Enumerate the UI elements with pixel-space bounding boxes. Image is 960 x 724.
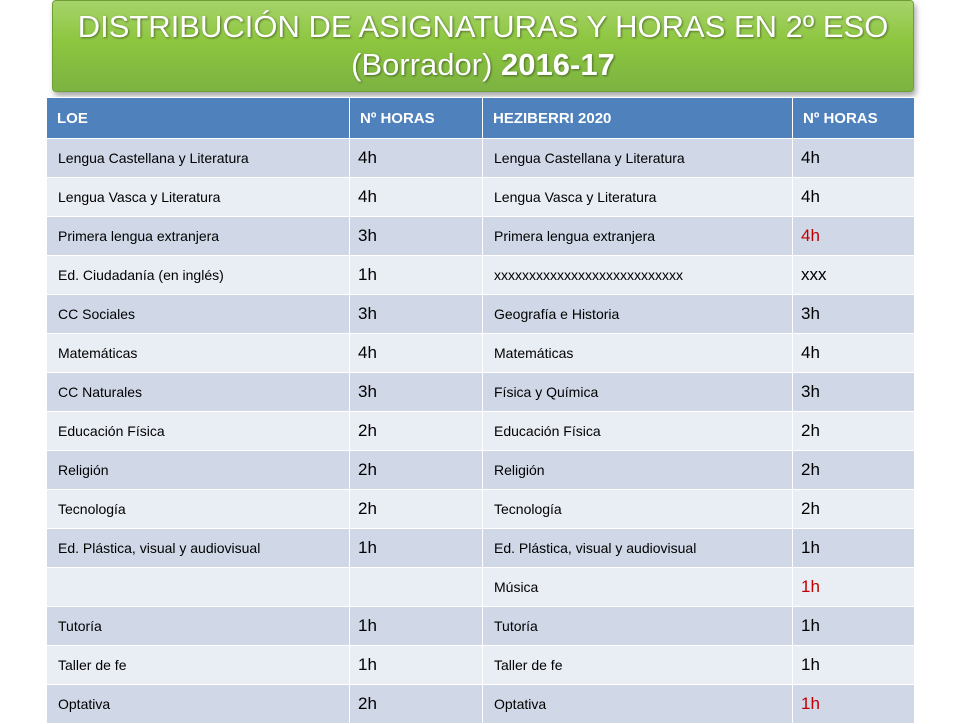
loe-subject-cell: Tutoría	[47, 607, 350, 646]
loe-hours-cell: 2h	[350, 685, 483, 724]
heziberri-hours-cell: 2h	[793, 451, 915, 490]
header-loe-hours: Nº HORAS	[350, 98, 483, 139]
table-row	[47, 334, 915, 373]
heziberri-subject-cell: Optativa	[483, 685, 793, 724]
heziberri-hours-cell: 1h	[793, 568, 915, 607]
table-row	[47, 178, 915, 217]
loe-hours-cell: 3h	[350, 373, 483, 412]
heziberri-hours-cell: 3h	[793, 373, 915, 412]
loe-subject-cell: Primera lengua extranjera	[47, 217, 350, 256]
loe-hours-cell: 2h	[350, 412, 483, 451]
table-row	[47, 295, 915, 334]
heziberri-hours-cell: 4h	[793, 178, 915, 217]
table-row	[47, 646, 915, 685]
heziberri-hours-cell: 1h	[793, 529, 915, 568]
heziberri-subject-cell: Música	[483, 568, 793, 607]
loe-subject-cell: Ed. Ciudadanía (en inglés)	[47, 256, 350, 295]
loe-hours-cell: 4h	[350, 139, 483, 178]
loe-hours-cell: 3h	[350, 217, 483, 256]
loe-subject-cell	[47, 568, 350, 607]
table-row	[47, 217, 915, 256]
heziberri-subject-cell: Tutoría	[483, 607, 793, 646]
table-row	[47, 607, 915, 646]
heziberri-subject-cell: Lengua Castellana y Literatura	[483, 139, 793, 178]
table-body	[47, 139, 915, 724]
table-row	[47, 451, 915, 490]
table-row	[47, 529, 915, 568]
heziberri-hours-cell: 2h	[793, 412, 915, 451]
heziberri-subject-cell: Ed. Plástica, visual y audiovisual	[483, 529, 793, 568]
title-line-2	[351, 46, 615, 84]
heziberri-hours-cell: xxx	[793, 256, 915, 295]
heziberri-hours-cell: 4h	[793, 217, 915, 256]
loe-hours-cell: 1h	[350, 607, 483, 646]
loe-subject-cell: Lengua Vasca y Literatura	[47, 178, 350, 217]
loe-subject-cell: Optativa	[47, 685, 350, 724]
table-row	[47, 373, 915, 412]
loe-hours-cell: 4h	[350, 334, 483, 373]
table-row	[47, 490, 915, 529]
loe-subject-cell: Tecnología	[47, 490, 350, 529]
heziberri-subject-cell: Física y Química	[483, 373, 793, 412]
slide-title	[52, 0, 914, 92]
loe-subject-cell: Lengua Castellana y Literatura	[47, 139, 350, 178]
heziberri-subject-cell: Lengua Vasca y Literatura	[483, 178, 793, 217]
table-header-row	[47, 98, 915, 139]
loe-hours-cell: 3h	[350, 295, 483, 334]
table-row	[47, 568, 915, 607]
loe-subject-cell: Matemáticas	[47, 334, 350, 373]
loe-subject-cell: CC Naturales	[47, 373, 350, 412]
heziberri-hours-cell: 1h	[793, 607, 915, 646]
header-loe: LOE	[47, 98, 350, 139]
heziberri-subject-cell: Primera lengua extranjera	[483, 217, 793, 256]
heziberri-hours-cell: 4h	[793, 334, 915, 373]
heziberri-subject-cell: Geografía e Historia	[483, 295, 793, 334]
loe-hours-cell: 1h	[350, 646, 483, 685]
title-line-1: DISTRIBUCIÓN DE ASIGNATURAS Y HORAS EN 2º ESO	[77, 9, 889, 44]
loe-hours-cell: 1h	[350, 529, 483, 568]
heziberri-subject-cell: Religión	[483, 451, 793, 490]
loe-subject-cell: CC Sociales	[47, 295, 350, 334]
header-heziberri-hours: Nº HORAS	[793, 98, 915, 139]
header-heziberri: HEZIBERRI 2020	[483, 98, 793, 139]
heziberri-hours-cell: 1h	[793, 646, 915, 685]
loe-hours-cell: 1h	[350, 256, 483, 295]
heziberri-hours-cell: 1h	[793, 685, 915, 724]
loe-hours-cell	[350, 568, 483, 607]
table-row	[47, 412, 915, 451]
loe-subject-cell: Taller de fe	[47, 646, 350, 685]
title-prefix: (Borrador)	[351, 47, 502, 82]
heziberri-hours-cell: 4h	[793, 139, 915, 178]
loe-hours-cell: 2h	[350, 490, 483, 529]
loe-hours-cell: 4h	[350, 178, 483, 217]
heziberri-subject-cell: Tecnología	[483, 490, 793, 529]
title-year: 2016-17	[501, 47, 615, 82]
loe-subject-cell: Ed. Plástica, visual y audiovisual	[47, 529, 350, 568]
heziberri-hours-cell: 3h	[793, 295, 915, 334]
table-row	[47, 685, 915, 724]
loe-subject-cell: Religión	[47, 451, 350, 490]
heziberri-subject-cell: xxxxxxxxxxxxxxxxxxxxxxxxxxx	[483, 256, 793, 295]
table-row	[47, 256, 915, 295]
heziberri-hours-cell: 2h	[793, 490, 915, 529]
heziberri-subject-cell: Taller de fe	[483, 646, 793, 685]
subjects-hours-table	[46, 97, 915, 724]
loe-subject-cell: Educación Física	[47, 412, 350, 451]
loe-hours-cell: 2h	[350, 451, 483, 490]
table-row	[47, 139, 915, 178]
heziberri-subject-cell: Educación Física	[483, 412, 793, 451]
heziberri-subject-cell: Matemáticas	[483, 334, 793, 373]
